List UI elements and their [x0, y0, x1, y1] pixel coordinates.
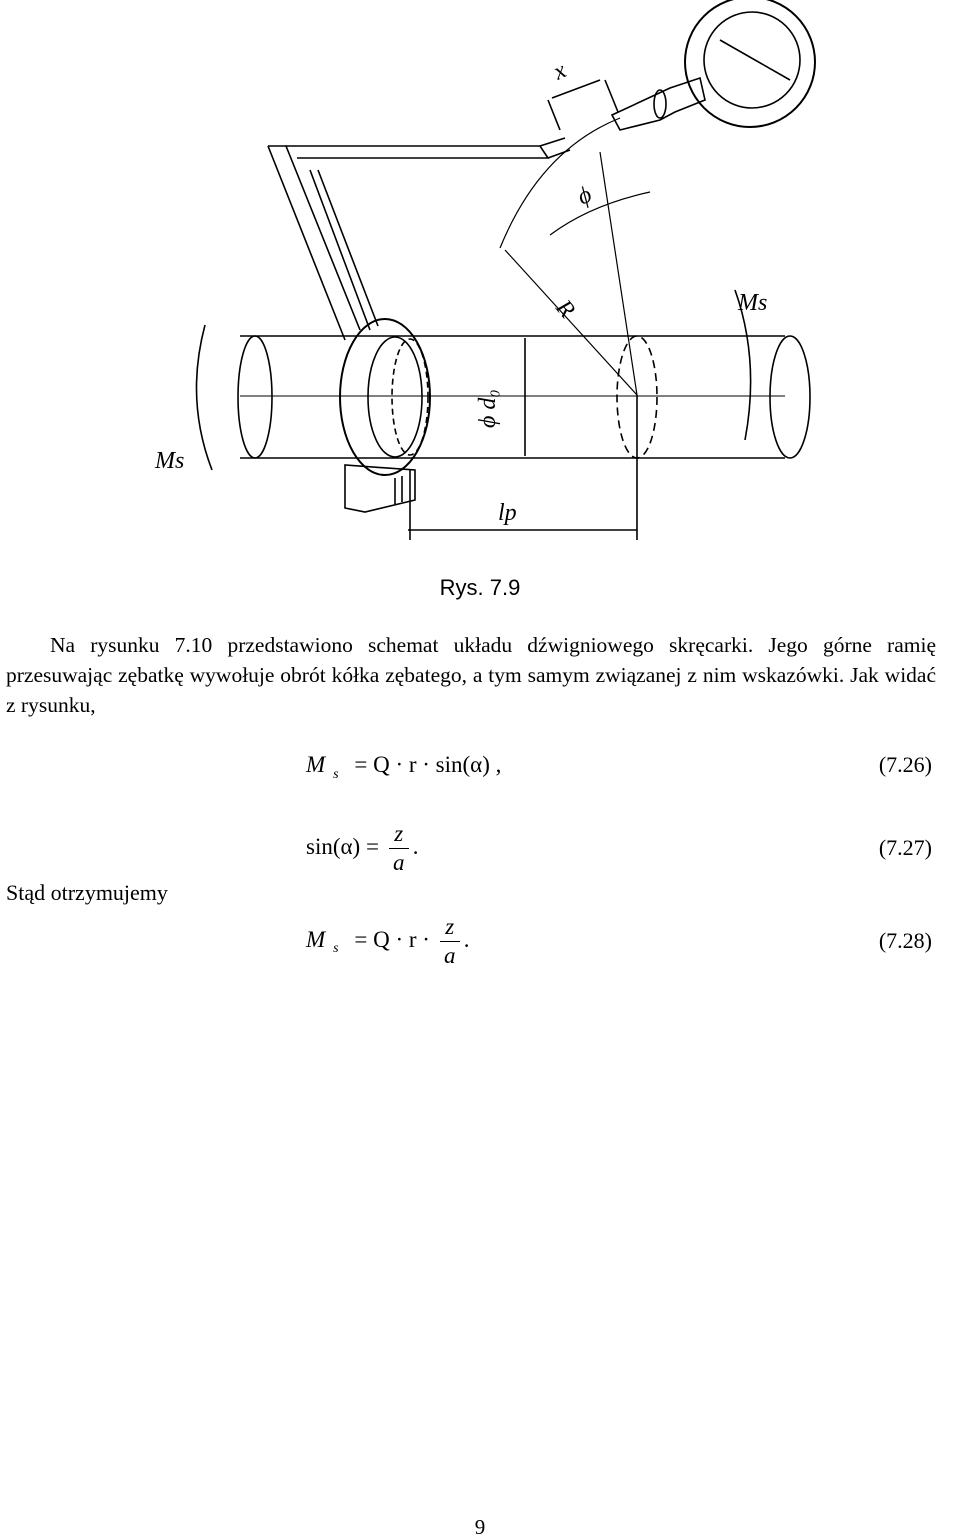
eq-number-7-28: (7.28)	[878, 928, 932, 953]
eq728-tail: .	[463, 926, 470, 952]
eq727-lhs: sin(α) =	[306, 833, 379, 859]
fraction-bar	[389, 848, 409, 849]
eq728-M: M	[306, 926, 326, 952]
eq728-sub: s	[333, 941, 339, 957]
eq727-fraction	[389, 822, 409, 875]
eq728-num: z	[445, 914, 455, 939]
label-Ms-right: Ms	[738, 290, 768, 316]
label-x: x	[549, 57, 571, 86]
label-lp: lp	[498, 500, 517, 526]
paragraph-text: Na rysunku 7.10 przedstawiono schemat układu dźwigniowego skręcarki. Jego górne ramię przesuwając zębatkę wywołuje obrót kółka zębatego, a tym samym związanej z nim wskazówki. Jak widać z rysunku,	[6, 633, 936, 717]
label-R: R	[550, 295, 580, 324]
eq-number-7-27: (7.27)	[878, 835, 932, 860]
stad-label: Stąd otrzymujemy	[6, 880, 168, 905]
label-Ms-left: Ms	[155, 448, 185, 474]
page-number: 9	[474, 1515, 486, 1539]
torsion-machine-diagram	[150, 0, 830, 545]
eq-number-7-26: (7.26)	[878, 752, 932, 777]
eq728-rhs: = Q · r ·	[354, 926, 430, 952]
eq727-num: z	[394, 821, 404, 846]
eq728-den: a	[443, 943, 456, 968]
eq726-M: M	[306, 752, 326, 777]
eq728-fraction	[440, 915, 460, 968]
label-diameter: ϕ d₀	[475, 389, 501, 428]
label-phi: ϕ	[573, 181, 596, 211]
body-paragraph	[6, 630, 936, 720]
eq727-den: a	[392, 850, 405, 875]
eq727-tail: .	[412, 833, 419, 859]
equation-7-27	[306, 822, 418, 875]
equation-7-28	[306, 915, 469, 968]
figure-caption: Rys. 7.9	[439, 575, 521, 600]
equation-7-26	[306, 752, 501, 783]
eq726-sub: s	[333, 766, 339, 782]
eq726-rhs: = Q · r · sin(α) ,	[354, 752, 502, 777]
fraction-bar	[440, 941, 460, 942]
